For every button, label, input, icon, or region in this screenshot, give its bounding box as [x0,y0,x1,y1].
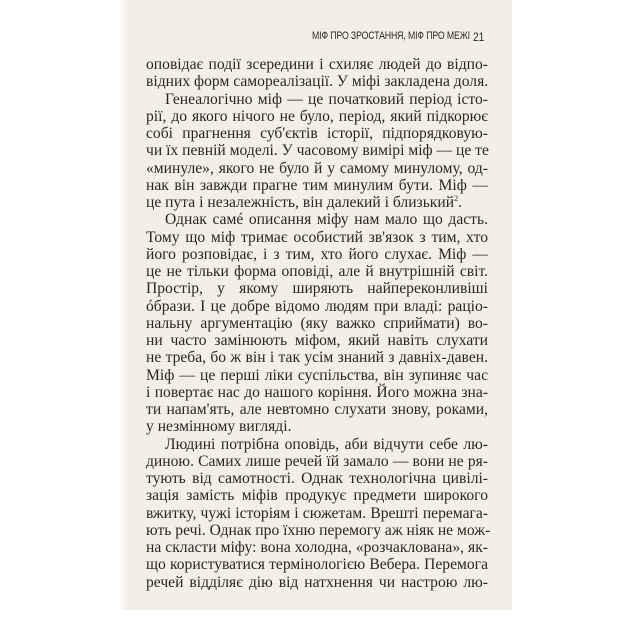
text-line [146,505,488,522]
line-text-tail: . [458,194,462,211]
line-text: Однак самé описання міфу нам мало що дасть. [165,211,488,229]
line-text: Простір, у якому ширяють найпереконливіші [146,280,488,298]
line-text: оповідає події зсередини і схиляє людей до відпо- [146,56,488,73]
line-text: не треба, бо ж він і так усім знаний з давніх-давен. [146,349,488,367]
line-text: його розповідає, і з тим, хто його слухає. Міф — [146,245,488,263]
footnote-marker[interactable]: 2 [454,194,459,203]
book-page [118,0,512,610]
text-line [146,56,488,73]
text-line [146,142,488,159]
text-line [146,246,488,263]
line-text: тують від самотності. Однак технологічна цивілі- [146,470,488,487]
line-text: що користуватися термінологією Вебера. Перемога [146,556,488,574]
text-line [146,177,488,194]
text-line [146,315,488,332]
line-text: Міф — це перші ліки суспільства, він зупиняє час [146,366,488,384]
line-text: нак він завжди прагне тим минулим бути. Міф — [146,176,488,194]
page-number: 21 [473,30,485,44]
text-line [146,332,488,349]
text-line [146,384,488,401]
line-text: це не тільки форма оповіді, але й внутрішній світ. [146,263,488,280]
line-text: нальну аргументацію (яку важко сприймати) во- [146,314,488,332]
text-line [146,556,488,573]
line-text: це пута і незалежність, він далекий і близький [146,194,455,211]
line-text: ють речі. Однак про їхню перемогу аж ніяк не мож- [146,521,491,539]
line-text: «минуле», якого не було й у самому минулому, од- [146,159,488,177]
line-text: диною. Самих лише речей їй замало — вони не ря- [146,452,488,470]
text-line [146,539,488,556]
text-line [146,521,491,539]
line-text: Людині потрібна оповідь, аби відчути себе лю- [165,435,488,453]
line-text: на скласти міфу: вона холодна, «розчаклована», як- [146,539,488,556]
text-line [146,401,488,418]
text-line [146,73,488,90]
line-text: речей відділяє дію від натхнення чи настрою лю- [146,573,488,591]
paragraph-first-line [146,211,488,228]
line-text: Генеалогічно міф — це початковий період істо- [165,90,488,108]
body-text [146,56,491,591]
text-line [146,574,488,591]
line-text: зація замість міфів продукує предмети широкого [146,487,488,505]
text-line [146,298,488,315]
text-line [146,487,488,504]
text-line [146,470,488,487]
text-line [146,125,488,142]
line-text: рії, до якого нічого не було, період, який підкорює [146,107,488,125]
line-text: і повертає нас до нашого коріння. Його можна зна- [146,383,488,401]
text-line [146,263,488,280]
paragraph-first-line [146,91,488,108]
paragraph-first-line [146,436,488,453]
text-line [146,280,488,297]
line-text: ни часто замінюють міфом, який навіть слухати [146,332,488,349]
text-line [146,108,488,125]
line-text: вжитку, чужі історіям і сюжетам. Врешті перемага- [146,504,488,522]
text-line [146,160,488,177]
text-line [146,453,488,470]
line-text: собі прагнення суб'єктів історії, підпорядковую- [146,125,488,142]
line-text: ти напам'ять, але невтомно слухати знову, роками, [146,401,488,418]
text-line [146,194,488,211]
text-line [146,418,488,435]
line-text: Тому що міф тримає особистий зв'язок з тим, хто [146,228,488,246]
line-text: у незмінному вигляді. [146,418,292,436]
text-line [146,229,488,246]
text-line [146,367,488,384]
line-text: відних форм самореалізації. У міфі закладена доля. [146,73,489,91]
line-text: чи їх певній моделі. У часовому вимірі міф — це те [146,142,489,160]
line-text: óбрази. І це добре відомо людям при владі: раціо- [146,297,488,315]
running-header: МІФ ПРО ЗРОСТАННЯ, МІФ ПРО МЕЖІ [312,30,470,42]
text-line [146,349,488,366]
